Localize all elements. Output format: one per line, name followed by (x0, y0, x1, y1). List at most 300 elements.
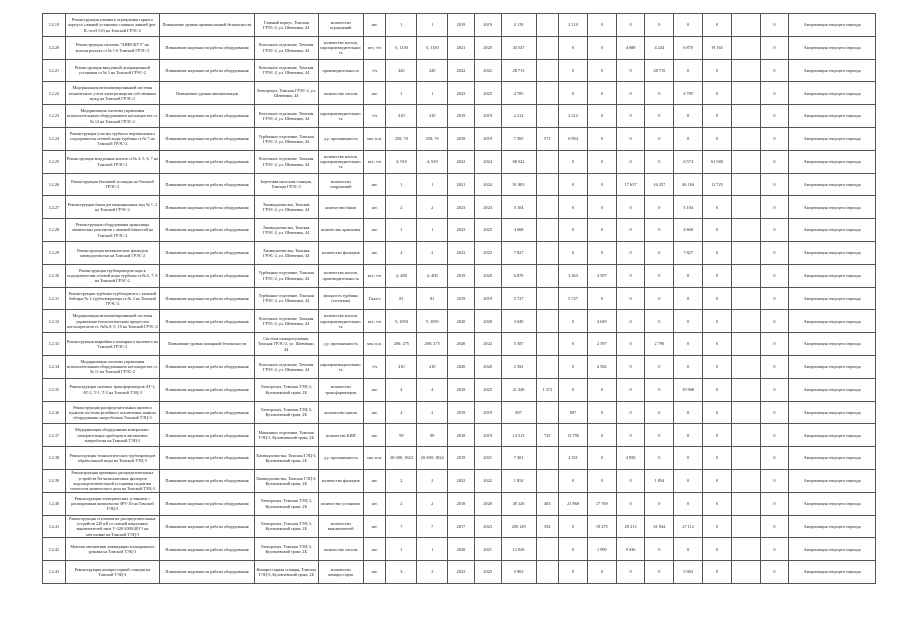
start-year-cell: 2019 (448, 447, 475, 470)
cost-2022-cell: 0 (645, 150, 674, 173)
cost-2019-cell: 0 (559, 173, 588, 196)
quantity-plan-cell: 1 (386, 82, 417, 105)
cost-2022-cell: 0 (645, 219, 674, 242)
cost-2023-cell: 4 668 (674, 219, 703, 242)
unit-cell: мм; п.м. (363, 127, 386, 150)
cost-2023-cell: 5 963 (674, 561, 703, 584)
start-year-cell: 2023 (448, 196, 475, 219)
unit-cell: шт. (363, 173, 386, 196)
cost-2020-cell: 2 582 (587, 355, 616, 378)
location-cell: Химводоочистка, Томская ГРЭС-2, ул. Шевченко, 44 (254, 196, 318, 219)
cost-2022-cell: 0 (645, 105, 674, 128)
funding-source-cell: Амортизация текущего периода (789, 424, 876, 447)
cost-2023-cell: 0 (674, 14, 703, 37)
cost-2021-cell: 0 (616, 264, 645, 287)
cost-prev-cell (536, 241, 559, 264)
cost-2023-cell: 4 785 (674, 82, 703, 105)
cost-after-cell: 0 (760, 150, 789, 173)
cost-after-cell: 0 (760, 561, 789, 584)
cost-2024-cell: 0 (703, 515, 732, 538)
row-code-cell: 3.2.22 (43, 82, 66, 105)
total-cost-cell: 21 340 (501, 378, 536, 401)
quantity-plan-cell: 1 (386, 219, 417, 242)
cost-2019-cell: 0 (559, 82, 588, 105)
cost-2021-cell: 0 (616, 287, 645, 310)
cost-extra-cell (731, 36, 760, 59)
start-year-cell: 2020 (448, 538, 475, 561)
funding-source-cell: Амортизация текущего периода (789, 264, 876, 287)
quantity-fact-cell: 210 (417, 105, 448, 128)
parameter-cell: количество КИП (318, 424, 363, 447)
cost-2024-cell: 0 (703, 355, 732, 378)
table-row (43, 82, 876, 105)
cost-2023-cell: 0 (674, 492, 703, 515)
quantity-plan-cell: 4 (386, 378, 417, 401)
cost-extra-cell (731, 264, 760, 287)
unit-cell: шт. (363, 515, 386, 538)
project-goal-cell: Повышение надежности работы оборудования (160, 538, 255, 561)
unit-cell: мм; п.м. (363, 447, 386, 470)
quantity-fact-cell: 1 (417, 14, 448, 37)
cost-2023-cell: 0 (674, 424, 703, 447)
cost-2019-cell: 0 (559, 36, 588, 59)
cost-extra-cell (731, 401, 760, 424)
cost-extra-cell (731, 355, 760, 378)
quantity-fact-cell: 1 (417, 219, 448, 242)
project-name-cell: Реконструкция вакуумной деаэрационной установки ст.№ 3 на Томской ГРЭС-2 (65, 59, 160, 82)
funding-source-cell: Амортизация текущего периода (789, 333, 876, 356)
quantity-plan-cell: 99 (386, 424, 417, 447)
parameter-cell: количество систем (318, 82, 363, 105)
start-year-cell: 2017 (448, 515, 475, 538)
parameter-cell: количество баков (318, 196, 363, 219)
cost-2020-cell: 0 (587, 14, 616, 37)
project-goal-cell: Повышение надежности работы оборудования (160, 447, 255, 470)
quantity-fact-cell: 7 (417, 515, 448, 538)
cost-2019-cell: 21 868 (559, 492, 588, 515)
location-cell: Электроцех, Томская ГРЭС-2, ул. Шевченко, 44 (254, 82, 318, 105)
table-row (43, 59, 876, 82)
quantity-fact-cell: 5; 1150 (417, 36, 448, 59)
parameter-cell: количество котлов, паропроизводительность (318, 36, 363, 59)
cost-prev-cell (536, 264, 559, 287)
cost-2021-cell: 0 (616, 150, 645, 173)
row-code-cell: 3.2.39 (43, 469, 66, 492)
cost-2021-cell: 0 (616, 82, 645, 105)
table-row (43, 36, 876, 59)
project-name-cell: Модернизация системы управления вспомогательным оборудованием котлоагрегата ст. № 12 на Томской ГРЭС-2 (65, 105, 160, 128)
cost-2021-cell: 0 (616, 492, 645, 515)
table-row (43, 469, 876, 492)
project-name-cell: Модернизация оборудования контрольно-измерительных приборов и автоматики энергоблока на Томской ТЭЦ-3 (65, 424, 160, 447)
location-cell: Химводоочистка, Томская ТЭЦ-3, Кузовлевский тракт, 2Б (254, 469, 318, 492)
cost-2021-cell: 0 (616, 424, 645, 447)
quantity-fact-cell: 2 (417, 469, 448, 492)
project-name-cell: Реконструкция системы "АИИСКУЭ" на котлоагрегатах ст.№ 1-6 Томской ГРЭС-2 (65, 36, 160, 59)
end-year-cell: 2023 (474, 378, 501, 401)
cost-prev-cell (536, 219, 559, 242)
parameter-cell: количество фильтров (318, 241, 363, 264)
quantity-fact-cell: 2 (417, 241, 448, 264)
location-cell: Котельное отделение, Томская ГРЭС-2, ул. Шевченко, 44 (254, 150, 318, 173)
quantity-plan-cell: 210 (386, 355, 417, 378)
funding-source-cell: Амортизация текущего периода (789, 105, 876, 128)
unit-cell: шт. (363, 241, 386, 264)
location-cell: Котельное отделение, Томская ГРЭС-2, ул. Шевченко, 44 (254, 59, 318, 82)
location-cell: Главный корпус, Томская ГРЭС-2, ул. Шевченко, 44 (254, 14, 318, 37)
cost-2022-cell: 4 224 (645, 36, 674, 59)
project-name-cell: Реконструкция участка трубного вертикального подогревателя сетевой воды турбины ст.№ 7 на Томской ГРЭС-2 (65, 127, 160, 150)
table-row (43, 538, 876, 561)
unit-cell: мм; п.м. (363, 333, 386, 356)
cost-after-cell: 0 (760, 287, 789, 310)
cost-2021-cell: 0 (616, 401, 645, 424)
total-cost-cell: 12 026 (501, 538, 536, 561)
project-name-cell: Реконструкция механических фильтров химводоочистки на Томской ГРЭС-2 (65, 241, 160, 264)
cost-extra-cell (731, 82, 760, 105)
cost-2023-cell: 6 574 (674, 150, 703, 173)
end-year-cell: 2022 (474, 59, 501, 82)
parameter-cell: мощность турбины (тепловая) (318, 287, 363, 310)
project-goal-cell: Повышение уровня автоматизации (160, 82, 255, 105)
project-name-cell: Реконструкция электрических установок с расширенным комплексом ЗРУ-10 на Томской ТЭЦ-3 (65, 492, 160, 515)
cost-2019-cell: 3 363 (559, 264, 588, 287)
location-cell: Химводоочистка, Томская ГРЭС-2, ул. Шевченко, 44 (254, 219, 318, 242)
project-goal-cell: Повышение надежности работы оборудования (160, 105, 255, 128)
cost-2024-cell: 0 (703, 538, 732, 561)
cost-2022-cell: 16 257 (645, 173, 674, 196)
cost-2021-cell: 0 (616, 219, 645, 242)
cost-2022-cell: 0 (645, 310, 674, 333)
end-year-cell: 2021 (474, 447, 501, 470)
project-goal-cell: Повышение надежности работы оборудования (160, 219, 255, 242)
location-cell: Котельное отделение, Томская ГРЭС-2, ул. Шевченко, 44 (254, 36, 318, 59)
project-goal-cell: Повышение надежности работы оборудования (160, 424, 255, 447)
row-code-cell: 3.2.30 (43, 264, 66, 287)
unit-cell: шт. (363, 561, 386, 584)
row-code-cell: 3.2.28 (43, 219, 66, 242)
total-cost-cell: 4 668 (501, 219, 536, 242)
cost-2022-cell: 61 944 (645, 515, 674, 538)
cost-2024-cell: 0 (703, 424, 732, 447)
total-cost-cell: 5 387 (501, 333, 536, 356)
cost-2024-cell: 0 (703, 447, 732, 470)
cost-after-cell: 0 (760, 82, 789, 105)
cost-2019-cell: 13 790 (559, 424, 588, 447)
row-code-cell: 3.2.41 (43, 515, 66, 538)
funding-source-cell: Амортизация текущего периода (789, 82, 876, 105)
row-code-cell: 3.2.20 (43, 36, 66, 59)
cost-2020-cell: 2 597 (587, 333, 616, 356)
parameter-cell: паропроизводительность (318, 105, 363, 128)
project-goal-cell: Повышение уровня промышленной безопасности (160, 14, 255, 37)
cost-prev-cell (536, 173, 559, 196)
quantity-fact-cell: 220 (417, 59, 448, 82)
cost-prev-cell (536, 105, 559, 128)
cost-extra-cell (731, 378, 760, 401)
cost-extra-cell (731, 492, 760, 515)
cost-2022-cell: 0 (645, 424, 674, 447)
cost-after-cell: 0 (760, 241, 789, 264)
project-goal-cell: Повышение уровня пожарной безопасности (160, 333, 255, 356)
cost-2024-cell: 0 (703, 264, 732, 287)
parameter-cell: д.у. протяженность (318, 127, 363, 150)
project-goal-cell: Повышение надежности работы оборудования (160, 310, 255, 333)
project-name-cell: Реконструкция турбины турбоагрегата с заменой бойлера № 2 турбогенератора ст.№ 3 на Томской ГРЭС-2 (65, 287, 160, 310)
total-cost-cell: 34 547 (501, 36, 536, 59)
project-name-cell: Реконструкция ступенчатых распределительных устройств 220 кВ со сменой вакуумных выключателей типа У-220-2000/40У1 на элегазовые на Томской ТЭЦ-3 (65, 515, 160, 538)
cost-prev-cell (536, 14, 559, 37)
cost-2023-cell: 46 184 (674, 173, 703, 196)
end-year-cell: 2019 (474, 14, 501, 37)
cost-after-cell: 0 (760, 355, 789, 378)
start-year-cell: 2023 (448, 561, 475, 584)
funding-source-cell: Амортизация текущего периода (789, 14, 876, 37)
quantity-fact-cell: 2 (417, 492, 448, 515)
cost-2022-cell: 0 (645, 492, 674, 515)
total-cost-cell: 7 827 (501, 241, 536, 264)
quantity-plan-cell: 2 (386, 196, 417, 219)
end-year-cell: 2020 (474, 264, 501, 287)
row-code-cell: 3.2.29 (43, 241, 66, 264)
total-cost-cell: 1 854 (501, 469, 536, 492)
funding-source-cell: Амортизация текущего периода (789, 561, 876, 584)
cost-2024-cell: 0 (703, 14, 732, 37)
quantity-fact-cell: 2 (417, 196, 448, 219)
start-year-cell: 2022 (448, 59, 475, 82)
location-cell: Машинное отделение, Томская ТЭЦ-3, Кузовлевский тракт, 2Б (254, 424, 318, 447)
cost-extra-cell (731, 59, 760, 82)
cost-2022-cell: 0 (645, 378, 674, 401)
cost-after-cell: 0 (760, 333, 789, 356)
table-row (43, 333, 876, 356)
cost-2024-cell: 0 (703, 241, 732, 264)
table-row (43, 401, 876, 424)
cost-after-cell: 0 (760, 515, 789, 538)
cost-2019-cell: 0 (559, 355, 588, 378)
quantity-fact-cell: 200; 275 (417, 333, 448, 356)
quantity-fact-cell: 2; 400 (417, 264, 448, 287)
funding-source-cell: Амортизация текущего периода (789, 150, 876, 173)
cost-2019-cell: 0 (559, 59, 588, 82)
table-row (43, 264, 876, 287)
quantity-fact-cell: 250; 70 (417, 127, 448, 150)
cost-prev-cell: 571 (536, 127, 559, 150)
cost-2022-cell: 0 (645, 82, 674, 105)
quantity-fact-cell: 20-300; 1824 (417, 447, 448, 470)
quantity-fact-cell: 1 (417, 538, 448, 561)
cost-2024-cell: 11 725 (703, 173, 732, 196)
end-year-cell: 2019 (474, 105, 501, 128)
cost-prev-cell (536, 447, 559, 470)
funding-source-cell: Амортизация текущего периода (789, 355, 876, 378)
location-cell: Котельное отделение, Томская ГРЭС-2, ул. Шевченко, 44 (254, 355, 318, 378)
funding-source-cell: Амортизация текущего периода (789, 538, 876, 561)
cost-2023-cell: 0 (674, 333, 703, 356)
cost-2023-cell: 0 (674, 355, 703, 378)
unit-cell: т/ч (363, 355, 386, 378)
cost-2024-cell: 0 (703, 310, 732, 333)
cost-extra-cell (731, 447, 760, 470)
quantity-fact-cell: 3 (417, 561, 448, 584)
end-year-cell: 2019 (474, 127, 501, 150)
end-year-cell: 2023 (474, 241, 501, 264)
funding-source-cell: Амортизация текущего периода (789, 241, 876, 264)
parameter-cell: количество фильтров (318, 469, 363, 492)
cost-2020-cell: 0 (587, 196, 616, 219)
row-code-cell: 3.2.40 (43, 492, 66, 515)
end-year-cell: 2022 (474, 469, 501, 492)
table-row (43, 378, 876, 401)
row-code-cell: 3.2.26 (43, 173, 66, 196)
cost-2022-cell: 0 (645, 127, 674, 150)
table-row (43, 173, 876, 196)
location-cell: Электроцех, Томская ТЭЦ-3, Кузовлевский тракт, 2Б (254, 401, 318, 424)
project-goal-cell: Повышение надежности работы оборудования (160, 196, 255, 219)
row-code-cell: 3.2.33 (43, 333, 66, 356)
end-year-cell: 2020 (474, 492, 501, 515)
quantity-fact-cell: 1 (417, 82, 448, 105)
cost-2021-cell: 4 688 (616, 36, 645, 59)
cost-2021-cell: 0 (616, 241, 645, 264)
cost-2020-cell: 17 769 (587, 492, 616, 515)
cost-2023-cell: 0 (674, 538, 703, 561)
row-code-cell: 3.2.32 (43, 310, 66, 333)
cost-2019-cell: 0 (559, 241, 588, 264)
cost-2021-cell: 0 (616, 59, 645, 82)
row-code-cell: 3.2.37 (43, 424, 66, 447)
total-cost-cell: 5 963 (501, 561, 536, 584)
cost-2021-cell: 0 (616, 196, 645, 219)
start-year-cell: 2018 (448, 378, 475, 401)
quantity-plan-cell: 220 (386, 59, 417, 82)
cost-prev-cell (536, 333, 559, 356)
cost-extra-cell (731, 469, 760, 492)
quantity-plan-cell: 200; 275 (386, 333, 417, 356)
start-year-cell: 2019 (448, 105, 475, 128)
start-year-cell: 2019 (448, 264, 475, 287)
end-year-cell: 2025 (474, 36, 501, 59)
cost-after-cell: 0 (760, 310, 789, 333)
cost-2022-cell: 0 (645, 561, 674, 584)
end-year-cell: 2023 (474, 196, 501, 219)
cost-2023-cell: 0 (674, 127, 703, 150)
end-year-cell: 2019 (474, 424, 501, 447)
cost-2024-cell: 0 (703, 469, 732, 492)
funding-source-cell: Амортизация текущего периода (789, 447, 876, 470)
cost-2021-cell: 0 (616, 469, 645, 492)
project-goal-cell: Повышение надежности работы оборудования (160, 401, 255, 424)
location-cell: Электроцех, Томская ТЭЦ-3, Кузовлевский тракт, 2Б (254, 492, 318, 515)
total-cost-cell: 91 803 (501, 173, 536, 196)
cost-after-cell: 0 (760, 447, 789, 470)
cost-2022-cell: 0 (645, 447, 674, 470)
project-goal-cell: Повышение надежности работы оборудования (160, 355, 255, 378)
start-year-cell: 2020 (448, 310, 475, 333)
cost-extra-cell (731, 219, 760, 242)
cost-2020-cell: 0 (587, 561, 616, 584)
start-year-cell: 2023 (448, 219, 475, 242)
unit-cell: т/ч (363, 59, 386, 82)
row-code-cell: 3.2.19 (43, 14, 66, 37)
cost-extra-cell (731, 538, 760, 561)
quantity-fact-cell: 4; 910 (417, 150, 448, 173)
funding-source-cell: Амортизация текущего периода (789, 127, 876, 150)
table-row (43, 515, 876, 538)
project-goal-cell: Повышение надежности работы оборудования (160, 173, 255, 196)
project-name-cell: Реконструкция распределительных щитов и пунктов системы релейного отключения защиты оборудования энергоблоков Томской ТЭЦ-3 (65, 401, 160, 424)
quantity-plan-cell: 5; 1050 (386, 310, 417, 333)
total-cost-cell: 2 119 (501, 14, 536, 37)
cost-2024-cell: 61 948 (703, 150, 732, 173)
cost-2023-cell: 0 (674, 469, 703, 492)
total-cost-cell: 7 565 (501, 127, 536, 150)
cost-2023-cell: 0 (674, 105, 703, 128)
parameter-cell: паропроизводительность (318, 355, 363, 378)
unit-cell: шт. (363, 82, 386, 105)
start-year-cell: 2023 (448, 241, 475, 264)
table-row (43, 241, 876, 264)
quantity-plan-cell: 3 (386, 561, 417, 584)
cost-2020-cell: 0 (587, 219, 616, 242)
cost-2019-cell: 0 (559, 219, 588, 242)
quantity-plan-cell: 2 (386, 492, 417, 515)
project-goal-cell: Повышение надежности работы оборудования (160, 127, 255, 150)
cost-2021-cell: 4 950 (616, 447, 645, 470)
cost-2021-cell: 0 (616, 561, 645, 584)
project-name-cell: Реконструкция бетонной эстакады на Томской ГРЭС-2 (65, 173, 160, 196)
cost-extra-cell (731, 150, 760, 173)
cost-2020-cell: 3 049 (587, 310, 616, 333)
row-code-cell: 3.2.36 (43, 401, 66, 424)
unit-cell: шт. (363, 538, 386, 561)
cost-after-cell: 0 (760, 36, 789, 59)
cost-extra-cell (731, 127, 760, 150)
row-code-cell: 3.2.23 (43, 105, 66, 128)
start-year-cell: 2018 (448, 127, 475, 150)
cost-2020-cell: 0 (587, 241, 616, 264)
cost-2021-cell: 29 213 (616, 515, 645, 538)
total-cost-cell: 68 522 (501, 150, 536, 173)
start-year-cell: 2018 (448, 424, 475, 447)
row-code-cell: 3.2.24 (43, 127, 66, 150)
row-code-cell: 3.2.27 (43, 196, 66, 219)
start-year-cell: 2021 (448, 36, 475, 59)
cost-2022-cell: 2 790 (645, 333, 674, 356)
cost-prev-cell (536, 36, 559, 59)
quantity-plan-cell: 20-300; 1824 (386, 447, 417, 470)
table-row (43, 127, 876, 150)
parameter-cell: количество ограждений (318, 14, 363, 37)
project-name-cell: Модернизация системы управления вспомогательным оборудованием котлоагрегата ст. № 11 на Томской ГРЭС-2 (65, 355, 160, 378)
cost-after-cell: 0 (760, 401, 789, 424)
cost-extra-cell (731, 310, 760, 333)
document-page (42, 13, 876, 608)
cost-2024-cell: 0 (703, 492, 732, 515)
project-name-cell: Реконструкция оборудования хранилища химических реагентов с заменой ёмкостей на Томской ГРЭС-2 (65, 219, 160, 242)
total-cost-cell: 807 (501, 401, 536, 424)
cost-2024-cell: 19 165 (703, 36, 732, 59)
cost-2019-cell: 0 (559, 310, 588, 333)
cost-2019-cell: 0 (559, 150, 588, 173)
cost-after-cell: 0 (760, 538, 789, 561)
project-goal-cell: Повышение надежности работы оборудования (160, 241, 255, 264)
cost-prev-cell: 725 (536, 424, 559, 447)
quantity-plan-cell: 1 (386, 173, 417, 196)
project-goal-cell: Повышение надежности работы оборудования (160, 492, 255, 515)
row-code-cell: 3.2.31 (43, 287, 66, 310)
table-row (43, 150, 876, 173)
